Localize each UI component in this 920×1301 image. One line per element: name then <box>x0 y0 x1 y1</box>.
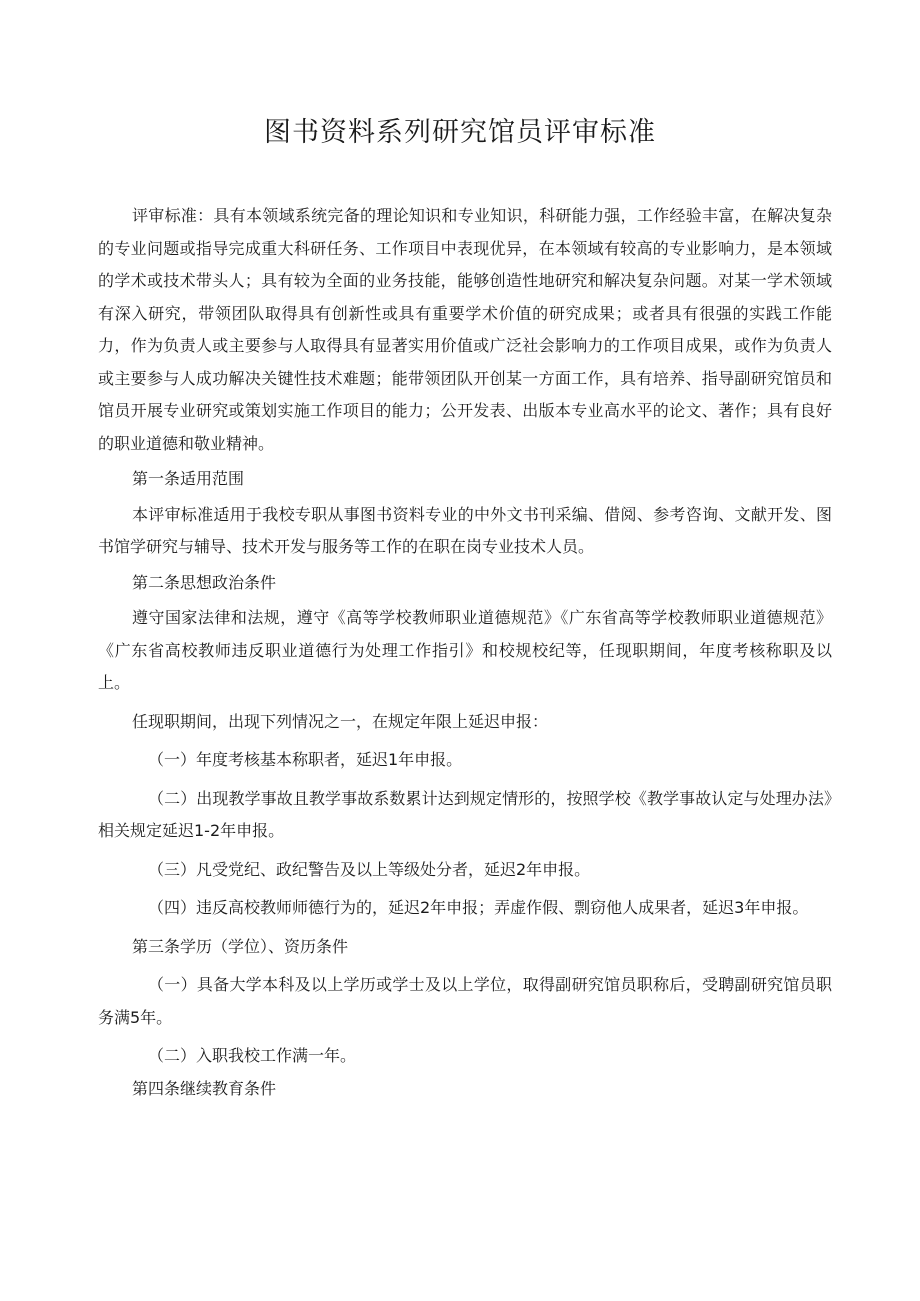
evaluation-standard-paragraph: 评审标准：具有本领域系统完备的理论知识和专业知识，科研能力强，工作经验丰富，在解决复杂的专业问题或指导完成重大科研任务、工作项目中表现优异，在本领域有较高的专业影响力，是本领域的学术或技术带头人；具有较为全面的业务技能，能够创造性地研究和解决复杂问题。对某一学术领域有深入研究，带领团队取得具有创新性或具有重要学术价值的研究成果；或者具有很强的实践工作能力，作为负责人或主要参与人取得具有显著实用价值或广泛社会影响力的工作项目成果，或作为负责人或主要参与人成功解决关键性技术难题；能带领团队开创某一方面工作，具有培养、指导副研究馆员和馆员开展专业研究或策划实施工作项目的能力；公开发表、出版本专业高水平的论文、著作；具有良好的职业道德和敬业精神。 <box>98 206 832 453</box>
qualification-item-2: （二）入职我校工作满一年。 <box>148 1046 357 1065</box>
document-title: 图书资料系列研究馆员评审标准 <box>264 117 656 148</box>
delay-item-2: （二）出现教学事故且教学事故系数累计达到规定情形的，按照学校《教学事故认定与处理办法》相关规定延迟1-2年申报。 <box>98 788 832 840</box>
document-body <box>98 200 832 1105</box>
article-3-heading: 第三条学历（学位）、资历条件 <box>132 936 349 956</box>
delay-item-4: （四）违反高校教师师德行为的，延迟2年申报；弄虚作假、剽窃他人成果者，延迟3年申报。 <box>148 898 809 917</box>
delay-conditions-intro: 任现职期间，出现下列情况之一，在规定年限上延迟申报： <box>132 711 549 731</box>
delay-item-1: （一）年度考核基本称职者，延迟1年申报。 <box>148 750 463 769</box>
article-2-heading: 第二条思想政治条件 <box>132 572 277 592</box>
delay-item-3: （三）凡受党纪、政纪警告及以上等级处分者，延迟2年申报。 <box>148 859 591 879</box>
article-1-heading: 第一条适用范围 <box>132 469 245 488</box>
article-2-text: 遵守国家法律和法规，遵守《高等学校教师职业道德规范》《广东省高等学校教师职业道德规范》《广东省高校教师违反职业道德行为处理工作指引》和校规校纪等，任现职期间，年度考核称职及以上。 <box>98 608 832 692</box>
article-1-text: 本评审标准适用于我校专职从事图书资料专业的中外文书刊采编、借阅、参考咨询、文献开发、图书馆学研究与辅导、技术开发与服务等工作的在职在岗专业技术人员。 <box>98 504 832 556</box>
article-4-heading: 第四条继续教育条件 <box>132 1078 277 1098</box>
qualification-item-1: （一）具备大学本科及以上学历或学士及以上学位，取得副研究馆员职称后，受聘副研究馆员职务满5年。 <box>98 975 832 1027</box>
